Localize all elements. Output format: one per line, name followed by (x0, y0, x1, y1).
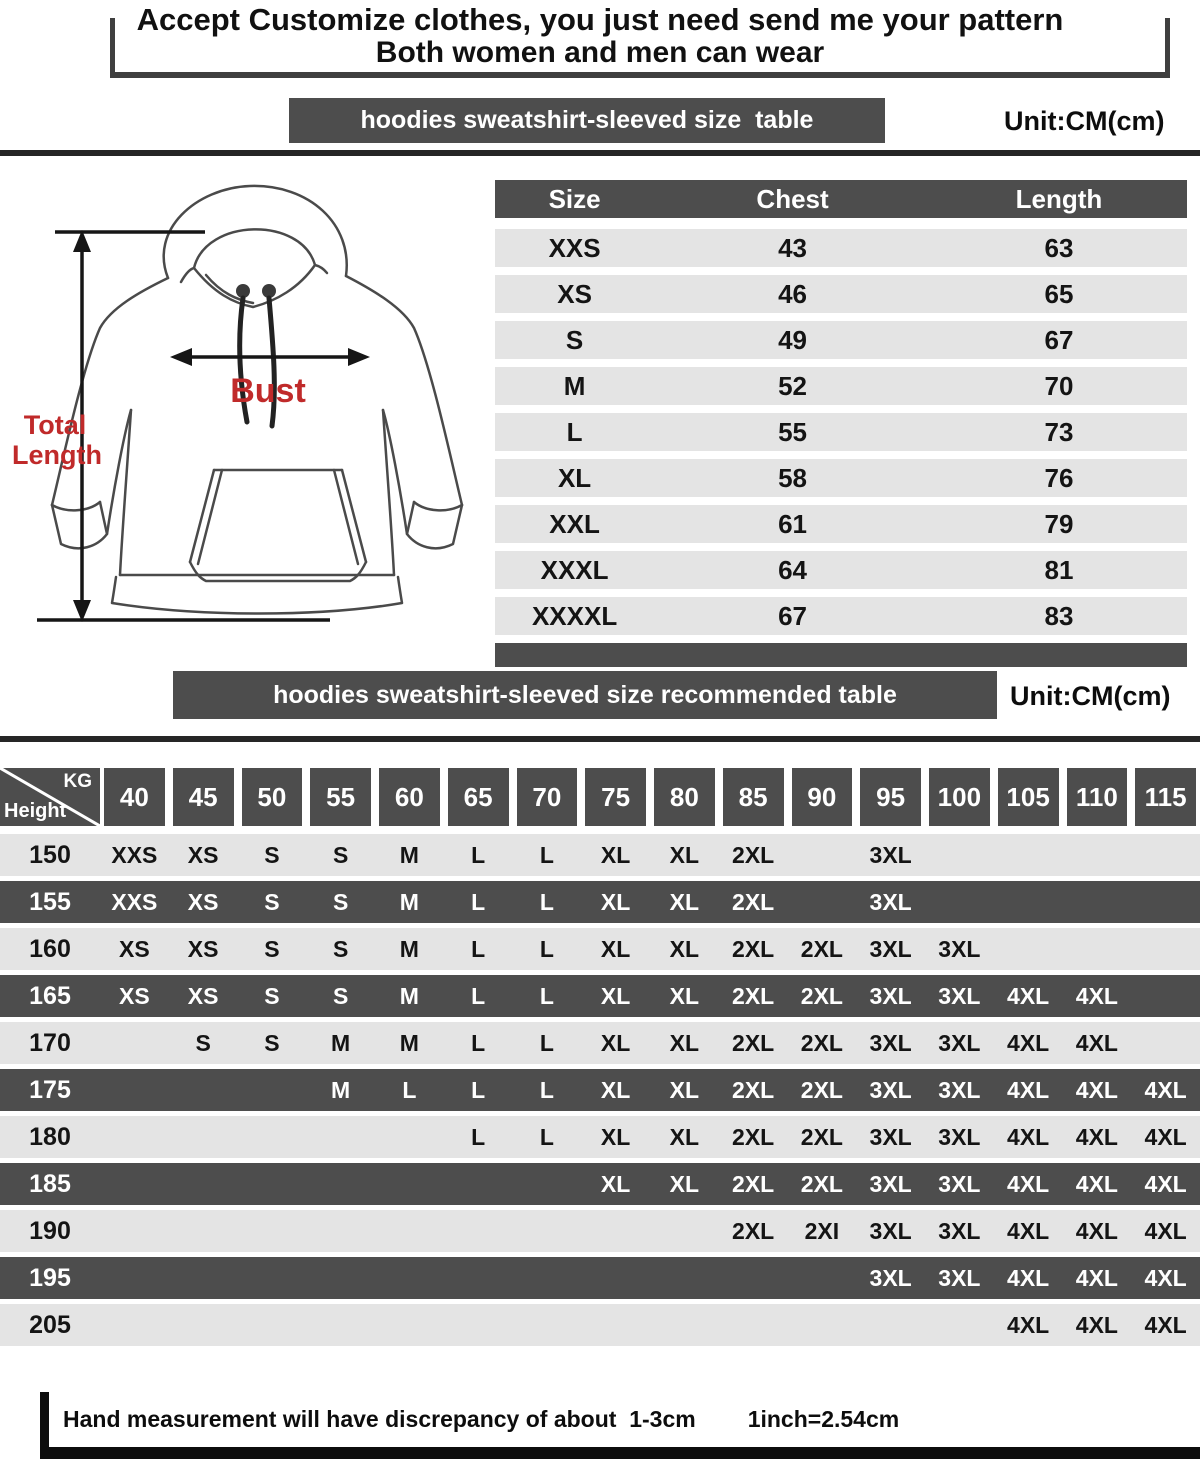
recommended-size-cell (444, 1304, 513, 1346)
size-cell: XXXXL (531, 600, 618, 631)
recommended-size-cell (100, 1304, 169, 1346)
size-cell: XS (557, 278, 592, 309)
recommended-size-cell: L (539, 841, 554, 868)
recommended-size-cell (306, 1304, 375, 1346)
recommended-size-cell: XL (669, 841, 700, 868)
recommended-row-190 (0, 1210, 1200, 1252)
section-divider-top (0, 150, 1200, 156)
recommended-size-cell: 2XL (732, 1170, 775, 1197)
recommended-size-cell: 3XL (938, 982, 981, 1009)
recommended-size-cell: 3XL (938, 1123, 981, 1150)
recommended-size-cell: XL (669, 982, 700, 1009)
recommended-size-cell (581, 1210, 650, 1252)
size-table-banner: hoodies sweatshirt-sleeved size table (289, 98, 885, 143)
row-height-label: 180 (29, 1122, 71, 1151)
recommended-size-cell (444, 1163, 513, 1205)
recommended-size-cell: S (264, 888, 280, 915)
recommended-size-cell: XS (119, 982, 150, 1009)
size-cell: M (563, 370, 586, 401)
weight-header-cell-45 (169, 768, 238, 826)
recommended-size-cell (650, 1257, 719, 1299)
total-length-label-1: Total (23, 410, 87, 440)
recommended-size-cell (169, 1069, 238, 1111)
recommended-size-cell (994, 881, 1063, 923)
recommended-size-cell: XXS (111, 841, 158, 868)
recommended-size-cell: 4XL (1007, 1076, 1050, 1103)
chest-cell: 67 (778, 600, 808, 631)
recommended-row-205 (0, 1304, 1200, 1346)
recommended-size-cell: 2XL (732, 982, 775, 1009)
recommended-size-cell: 3XL (869, 888, 912, 915)
recommended-size-cell: 4XL (1144, 1217, 1187, 1244)
row-height-label: 190 (29, 1216, 71, 1245)
bust-label: Bust (230, 372, 306, 410)
recommended-size-cell (375, 1116, 444, 1158)
recommended-size-cell: XL (669, 1029, 700, 1056)
recommended-size-cell: 3XL (869, 935, 912, 962)
weight-header-label: 75 (585, 768, 646, 826)
size-table-row (495, 505, 1187, 543)
recommended-size-cell (169, 1304, 238, 1346)
bust-arrow (170, 348, 370, 366)
weight-header-label: 90 (792, 768, 853, 826)
recommended-table-header (0, 768, 1200, 826)
recommended-size-cell: XL (669, 1076, 700, 1103)
weight-header-cell-55 (306, 768, 375, 826)
chest-cell: 43 (778, 232, 808, 263)
recommended-size-cell: 4XL (1144, 1170, 1187, 1197)
weight-header-cell-105 (994, 768, 1063, 826)
recommended-size-cell: 2XL (732, 935, 775, 962)
recommended-size-cell: 4XL (1075, 1076, 1118, 1103)
recommended-size-cell (375, 1304, 444, 1346)
recommended-size-cell (169, 1210, 238, 1252)
recommended-size-cell: XL (669, 935, 700, 962)
recommended-size-cell (513, 1304, 582, 1346)
size-table-row (495, 367, 1187, 405)
recommended-row-195 (0, 1257, 1200, 1299)
size-cell: XXS (548, 232, 601, 263)
recommended-size-cell: XL (600, 1029, 631, 1056)
recommended-row-185 (0, 1163, 1200, 1205)
recommended-size-cell (788, 834, 857, 876)
recommended-size-cell (375, 1257, 444, 1299)
recommended-size-cell: 2XL (732, 1123, 775, 1150)
recommended-size-cell: XL (669, 888, 700, 915)
recommended-size-cell (994, 928, 1063, 970)
recommended-size-cell: XS (119, 935, 150, 962)
recommended-size-cell: L (471, 935, 486, 962)
recommended-size-cell: M (399, 841, 419, 868)
recommended-table-unit-label: Unit:CM(cm) (1010, 681, 1171, 711)
recommended-size-cell (856, 1304, 925, 1346)
recommended-size-cell (513, 1163, 582, 1205)
recommended-size-cell (306, 1257, 375, 1299)
weight-header-label: 55 (310, 768, 371, 826)
recommended-size-cell: S (332, 982, 349, 1009)
recommended-row-150 (0, 834, 1200, 876)
recommended-size-cell (513, 1210, 582, 1252)
recommended-size-cell: S (264, 841, 280, 868)
recommended-size-cell: 3XL (869, 1123, 912, 1150)
recommended-size-cell (238, 1069, 307, 1111)
section-divider-bottom (0, 736, 1200, 742)
recommended-size-cell (513, 1257, 582, 1299)
recommended-size-cell: XXS (111, 888, 158, 915)
recommended-size-cell: L (539, 982, 554, 1009)
size-table-row (495, 229, 1187, 267)
height-label: Height (4, 800, 67, 822)
size-table-row (495, 551, 1187, 589)
kg-label: KG (63, 771, 92, 792)
measurement-note: Hand measurement will have discrepancy of about 1-3cm (63, 1406, 696, 1432)
weight-header-cell-115 (1131, 768, 1200, 826)
chest-cell: 64 (778, 554, 808, 585)
recommended-size-cell: L (471, 982, 486, 1009)
row-height-label: 205 (29, 1310, 71, 1339)
recommended-size-cell: 3XL (938, 1170, 981, 1197)
recommended-size-cell: 3XL (938, 1076, 981, 1103)
recommended-size-cell: XL (669, 1170, 700, 1197)
recommended-size-cell: L (402, 1076, 417, 1103)
recommended-size-cell: L (539, 1076, 554, 1103)
recommended-size-cell: 2XL (732, 1029, 775, 1056)
length-col-header: Length (1015, 183, 1103, 214)
recommended-size-cell: L (539, 1123, 554, 1150)
recommended-size-cell: 4XL (1144, 1311, 1187, 1338)
recommended-row-175 (0, 1069, 1200, 1111)
recommended-size-cell (1131, 1022, 1200, 1064)
recommended-size-cell: 4XL (1007, 1029, 1050, 1056)
recommended-size-cell (100, 1022, 169, 1064)
length-cell: 70 (1044, 370, 1074, 401)
recommended-size-cell (306, 1116, 375, 1158)
recommended-size-cell: XL (600, 841, 631, 868)
recommended-size-cell (1131, 975, 1200, 1017)
recommended-size-cell: L (539, 935, 554, 962)
recommended-size-cell (306, 1163, 375, 1205)
row-height-label: 155 (29, 887, 71, 916)
length-cell: 79 (1044, 508, 1074, 539)
weight-header-label: 45 (173, 768, 234, 826)
recommended-table-rows (0, 834, 1200, 1346)
recommended-size-cell (169, 1257, 238, 1299)
weight-header-cell-110 (1063, 768, 1132, 826)
row-height-label: 195 (29, 1263, 71, 1292)
recommended-size-cell (650, 1304, 719, 1346)
length-cell: 63 (1044, 232, 1074, 263)
recommended-size-cell: XL (600, 982, 631, 1009)
inch-conversion-note: 1inch=2.54cm (747, 1406, 900, 1432)
weight-header-label: 85 (723, 768, 784, 826)
recommended-size-cell (788, 1304, 857, 1346)
recommended-size-cell (169, 1163, 238, 1205)
weight-header-cell-80 (650, 768, 719, 826)
recommended-size-cell: 3XL (938, 1029, 981, 1056)
recommended-table-banner: hoodies sweatshirt-sleeved size recommended table (173, 671, 997, 719)
recommended-size-cell: 2XL (800, 1029, 843, 1056)
weight-header-cell-90 (788, 768, 857, 826)
recommended-size-cell: 2XL (800, 1076, 843, 1103)
recommended-size-cell: 3XL (869, 1264, 912, 1291)
recommended-size-cell (788, 881, 857, 923)
recommended-size-cell: XS (187, 935, 219, 962)
size-table-row (495, 459, 1187, 497)
size-cell: XXL (549, 508, 600, 539)
kg-height-corner-cell (0, 768, 100, 826)
recommended-size-cell: 4XL (1075, 1264, 1118, 1291)
recommended-size-cell (581, 1257, 650, 1299)
recommended-size-cell: 4XL (1075, 1217, 1118, 1244)
weight-header-label: 60 (379, 768, 440, 826)
weight-header-cell-65 (444, 768, 513, 826)
recommended-size-cell: 4XL (1144, 1264, 1187, 1291)
recommended-size-cell (375, 1210, 444, 1252)
recommended-size-cell: 4XL (1144, 1076, 1187, 1103)
recommended-size-cell (444, 1257, 513, 1299)
recommended-size-cell: S (332, 841, 349, 868)
recommended-size-cell (238, 1304, 307, 1346)
recommended-size-cell (788, 1257, 857, 1299)
recommended-size-cell: S (332, 935, 349, 962)
recommended-size-cell: 2XL (800, 1170, 843, 1197)
recommended-row-180 (0, 1116, 1200, 1158)
recommended-size-cell: 2XL (732, 888, 775, 915)
size-table-header (495, 180, 1187, 218)
recommended-size-cell: 3XL (938, 1264, 981, 1291)
recommended-size-cell: S (332, 888, 349, 915)
recommended-size-cell: 3XL (869, 982, 912, 1009)
weight-header-cell-75 (581, 768, 650, 826)
recommended-size-cell: 4XL (1075, 1123, 1118, 1150)
recommended-size-cell: 2XI (804, 1217, 840, 1244)
recommended-size-cell: S (264, 982, 280, 1009)
recommended-size-cell (1131, 881, 1200, 923)
weight-header-label: 105 (998, 768, 1059, 826)
recommended-size-cell: 2XL (732, 1217, 775, 1244)
chest-cell: 49 (778, 324, 808, 355)
recommended-size-cell: 4XL (1144, 1123, 1187, 1150)
recommended-size-cell: XL (600, 1170, 631, 1197)
row-height-label: 165 (29, 981, 71, 1010)
recommended-size-cell: 4XL (1007, 1264, 1050, 1291)
recommended-size-cell (1063, 881, 1132, 923)
total-length-label-2: Length (12, 440, 102, 470)
row-height-label: 150 (29, 840, 71, 869)
recommended-size-cell (1063, 928, 1132, 970)
size-cell: XL (557, 462, 592, 493)
chest-cell: 55 (778, 416, 808, 447)
weight-header-cell-95 (856, 768, 925, 826)
weight-header-label: 95 (860, 768, 921, 826)
size-cell: S (565, 324, 584, 355)
recommended-size-cell (925, 881, 994, 923)
footer-note-box (40, 1392, 1200, 1459)
recommended-size-cell (1131, 928, 1200, 970)
recommended-size-cell: 4XL (1007, 1170, 1050, 1197)
recommended-size-cell (238, 1257, 307, 1299)
weight-header-cell-70 (513, 768, 582, 826)
hoodie-measurement-diagram (0, 172, 492, 650)
recommended-size-cell: S (264, 935, 280, 962)
size-table-rows (495, 229, 1187, 635)
chest-cell: 61 (778, 508, 808, 539)
recommended-size-cell: 4XL (1007, 1217, 1050, 1244)
hoodie-line-art (0, 172, 492, 650)
weight-header-label: 80 (654, 768, 715, 826)
recommended-size-cell: L (471, 1029, 486, 1056)
recommended-size-cell: 3XL (938, 1217, 981, 1244)
weight-header-label: 65 (448, 768, 509, 826)
recommended-size-cell: 4XL (1075, 1311, 1118, 1338)
recommended-size-cell: M (331, 1029, 351, 1056)
size-table-row (495, 275, 1187, 313)
recommended-size-cell: L (471, 888, 486, 915)
length-cell: 83 (1044, 600, 1074, 631)
row-height-label: 160 (29, 934, 71, 963)
recommended-size-cell: 3XL (938, 935, 981, 962)
recommended-size-cell: XL (600, 1123, 631, 1150)
recommended-size-cell (1131, 834, 1200, 876)
weight-header-cell-50 (238, 768, 307, 826)
recommended-size-cell: 3XL (869, 1029, 912, 1056)
recommended-size-cell: M (399, 982, 419, 1009)
recommended-row-160 (0, 928, 1200, 970)
size-cell: L (566, 416, 583, 447)
recommended-size-cell: XL (600, 1076, 631, 1103)
recommended-size-cell (238, 1163, 307, 1205)
recommended-size-cell (100, 1116, 169, 1158)
recommended-size-cell: S (195, 1029, 211, 1056)
weight-header-cell-100 (925, 768, 994, 826)
recommended-size-cell (719, 1257, 788, 1299)
recommended-size-cell (100, 1210, 169, 1252)
weight-header-label: 50 (242, 768, 303, 826)
recommended-size-cell: 3XL (869, 1217, 912, 1244)
recommended-size-cell: 2XL (732, 841, 775, 868)
size-table-row (495, 321, 1187, 359)
recommended-size-cell: S (264, 1029, 280, 1056)
recommended-size-cell (925, 1304, 994, 1346)
recommended-size-cell: 3XL (869, 841, 912, 868)
page-title-line2: Both women and men can wear (375, 36, 825, 69)
size-col-header: Size (548, 183, 601, 214)
recommended-size-cell (100, 1069, 169, 1111)
recommended-size-cell: L (471, 1076, 486, 1103)
weight-header-label: 110 (1067, 768, 1128, 826)
size-table-row (495, 597, 1187, 635)
length-cell: 73 (1044, 416, 1074, 447)
recommended-size-cell: 3XL (869, 1076, 912, 1103)
recommended-row-165 (0, 975, 1200, 1017)
page-title-line1: Accept Customize clothes, you just need send me your pattern (136, 2, 1064, 37)
length-cell: 65 (1044, 278, 1074, 309)
chest-cell: 58 (778, 462, 808, 493)
recommended-size-cell: L (471, 841, 486, 868)
recommended-size-cell (444, 1210, 513, 1252)
recommended-size-cell (925, 834, 994, 876)
recommended-size-cell (238, 1210, 307, 1252)
length-cell: 76 (1044, 462, 1074, 493)
recommended-size-cell: XL (600, 888, 631, 915)
weight-header-label: 40 (104, 768, 165, 826)
recommended-size-cell: L (539, 888, 554, 915)
size-table-footer-bar (495, 643, 1187, 667)
size-table-unit-label: Unit:CM(cm) (1004, 106, 1165, 136)
recommended-size-cell (306, 1210, 375, 1252)
recommended-size-cell (1063, 834, 1132, 876)
recommended-size-cell: XS (187, 982, 219, 1009)
recommended-size-cell: XS (187, 841, 219, 868)
recommended-size-cell: 2XL (800, 935, 843, 962)
recommended-size-cell (375, 1163, 444, 1205)
size-table-row (495, 413, 1187, 451)
row-height-label: 175 (29, 1075, 71, 1104)
recommended-size-cell: 4XL (1075, 1170, 1118, 1197)
row-height-label: 185 (29, 1169, 71, 1198)
weight-header-cell-60 (375, 768, 444, 826)
chest-col-header: Chest (756, 183, 829, 214)
weight-header-cell-40 (100, 768, 169, 826)
length-cell: 67 (1044, 324, 1074, 355)
size-table (495, 180, 1187, 667)
recommended-size-cell (994, 834, 1063, 876)
recommended-size-cell: 4XL (1075, 982, 1118, 1009)
row-height-label: 170 (29, 1028, 71, 1057)
recommended-size-cell (650, 1210, 719, 1252)
chest-cell: 46 (778, 278, 808, 309)
recommended-size-cell: L (471, 1123, 486, 1150)
weight-header-label: 70 (517, 768, 578, 826)
recommended-size-cell (169, 1116, 238, 1158)
recommended-size-cell: 2XL (800, 982, 843, 1009)
recommended-size-cell: M (331, 1076, 351, 1103)
weight-header-label: 100 (929, 768, 990, 826)
recommended-size-cell (100, 1257, 169, 1299)
recommended-size-cell: 2XL (800, 1123, 843, 1150)
size-cell: XXXL (540, 554, 609, 585)
recommended-size-cell: 4XL (1007, 1311, 1050, 1338)
recommended-size-cell: M (399, 1029, 419, 1056)
recommended-size-cell (719, 1304, 788, 1346)
recommended-size-cell (238, 1116, 307, 1158)
recommended-size-cell (100, 1163, 169, 1205)
recommended-size-cell: XL (600, 935, 631, 962)
recommended-size-cell: 4XL (1075, 1029, 1118, 1056)
recommended-size-cell: 3XL (869, 1170, 912, 1197)
recommended-size-cell: XS (187, 888, 219, 915)
recommended-size-cell: 4XL (1007, 982, 1050, 1009)
recommended-row-170 (0, 1022, 1200, 1064)
recommended-row-155 (0, 881, 1200, 923)
recommended-size-cell: M (399, 888, 419, 915)
recommended-size-cell: XL (669, 1123, 700, 1150)
recommended-size-cell: L (539, 1029, 554, 1056)
chest-cell: 52 (778, 370, 808, 401)
recommended-size-cell: 2XL (732, 1076, 775, 1103)
recommended-size-cell: M (399, 935, 419, 962)
weight-header-label: 115 (1135, 768, 1196, 826)
recommended-size-cell: 4XL (1007, 1123, 1050, 1150)
length-cell: 81 (1044, 554, 1074, 585)
weight-header-cell-85 (719, 768, 788, 826)
recommended-size-cell (581, 1304, 650, 1346)
recommended-size-table (0, 768, 1200, 1351)
